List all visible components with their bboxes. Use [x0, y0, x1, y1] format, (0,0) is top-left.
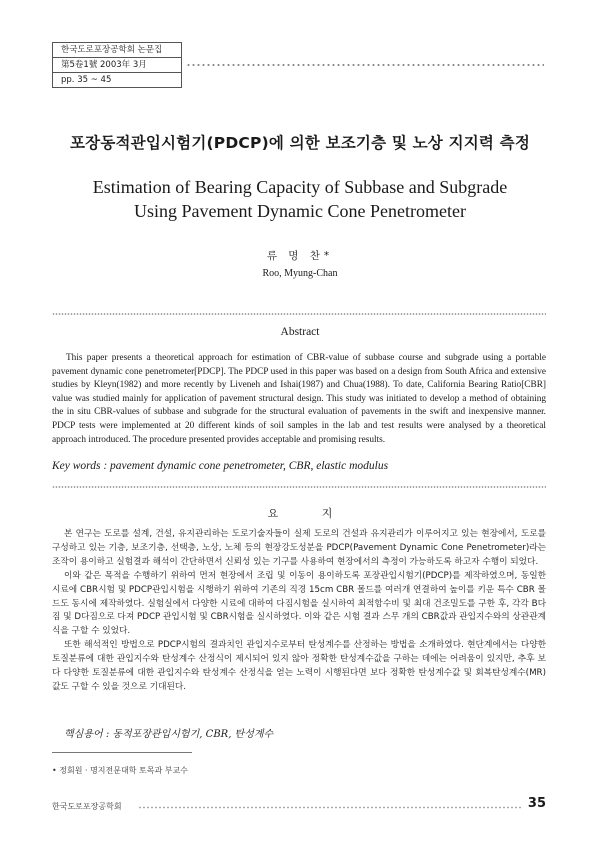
summary-paragraph-1: 본 연구는 도로를 설계, 건설, 유지관리하는 도로기술자들이 실제 도로의 건설과 유지관리가 이루어지고 있는 현장에서, 도로를 구성하고 있는 기층, 보조기층, 선택층, 노상, 노체 등의 현장강도성분을 PDCP(Pavement Dynamic Cone Penetrometer)라는 조작이 용이하고 실험결과 해석이 간단하면서 신뢰성 있는 기구를 사용하여 현장에서의 측정이 가능하도록 하고자 수행이 되었다. [52, 529, 546, 567]
footnote-rule [52, 752, 192, 753]
keywords: Key words : pavement dynamic cone penetrometer, CBR, elastic modulus [52, 460, 389, 472]
journal-header-box [52, 42, 182, 88]
header-dotted-rule [186, 63, 544, 67]
volume-issue: 第5卷1號 2003年 3月 [53, 58, 181, 73]
korean-summary-heading: 요 지 [267, 507, 353, 520]
title-english [0, 175, 600, 223]
summary-paragraph-2: 이와 같은 목적을 수행하기 위하여 먼저 현장에서 조립 및 이동이 용이하도록 포장관입시험기(PDCP)를 제작하였으며, 동일한 시료에 CBR시험 및 PDCP관입시험을 시행하기 위하여 기존의 직경 15cm CBR 몰드를 여러개 연결하여 높이를 키운 특수 CBR 몰드도 동시에 제작하였다. 실험실에서 다양한 시료에 대하여 다짐시험을 실시하여 최적함수비 및 최대 건조밀도를 구한 후, 각각 B다짐 및 D다짐으로 다져 PDCP 관입시험 및 CBR시험을 실시하였다. 이와 같은 시험 결과 스무 개의 CBR값과 관입지수와의 상관관계식을 구할 수 있었다. [52, 570, 546, 637]
author-korean: 류 명 찬* [266, 250, 334, 262]
title-english-line1: Estimation of Bearing Capacity of Subbase and Subgrade [92, 177, 508, 197]
korean-summary-body [52, 528, 546, 695]
abstract-heading: Abstract [280, 326, 320, 338]
title-english-line2: Using Pavement Dynamic Cone Penetrometer [134, 201, 466, 221]
author-english: Roo, Myung-Chan [262, 268, 338, 279]
author-footnote: • 정회원 · 명지전문대학 토목과 부교수 [52, 766, 188, 775]
abstract-bottom-rule [52, 486, 546, 488]
abstract-top-rule [52, 313, 546, 315]
korean-keywords: 핵심용어 : 동적포장관입시험기, CBR, 탄성계수 [64, 729, 274, 740]
title-korean: 포장동적관입시험기(PDCP)에 의한 보조기층 및 노상 지지력 측정 [69, 134, 531, 152]
summary-paragraph-3: 또한 해석적인 방법으로 PDCP시험의 결과치인 관입지수로부터 탄성계수를 산정하는 방법을 소개하였다. 현단계에서는 다양한 토질분류에 대한 관입지수와 탄성계수 산정식이 제시되어 있지 않아 정확한 탄성계수값을 구하는 데에는 어려움이 있지만, 추후 보다 다양한 토질분류에 대한 관입지수와 탄성계수 산정식을 얻는 노력이 시행된다면 보다 정확한 탄성계수값 및 회복탄성계수(MR)값도 구할 수 있을 것으로 기대된다. [52, 640, 546, 692]
abstract-body: This paper presents a theoretical approach for estimation of CBR-value of subbase course and subgrade using a portable pavement dynamic cone penetrometer[PDCP]. The PDCP used in this paper was based on a design from South Africa and extensive studies by Kleyn(1982) and more recently by Liveneh and Ishai(1987) and Chua(1988). To date, California Bearing Ratio[CBR] value was studied mainly for application of pavement structural design. This study was initiated to develop a method of obtaining the in situ CBR-values of subbase and subgrade for the structural evaluation of pavements in the swift and inexpensive manner. PDCP tests were implemented at 20 different kinds of soil samples in the lab and test results were analysed by a theoretical approach introduced. The procedure presented provides acceptable and promising results. [52, 353, 546, 445]
footer-journal-name: 한국도로포장공학회 [52, 802, 122, 811]
footer-dotted-rule [138, 806, 522, 809]
page-number: 35 [527, 796, 546, 811]
page-range: pp. 35 ~ 45 [61, 75, 112, 85]
journal-name: 한국도로포장공학회 논문집 [53, 43, 181, 58]
